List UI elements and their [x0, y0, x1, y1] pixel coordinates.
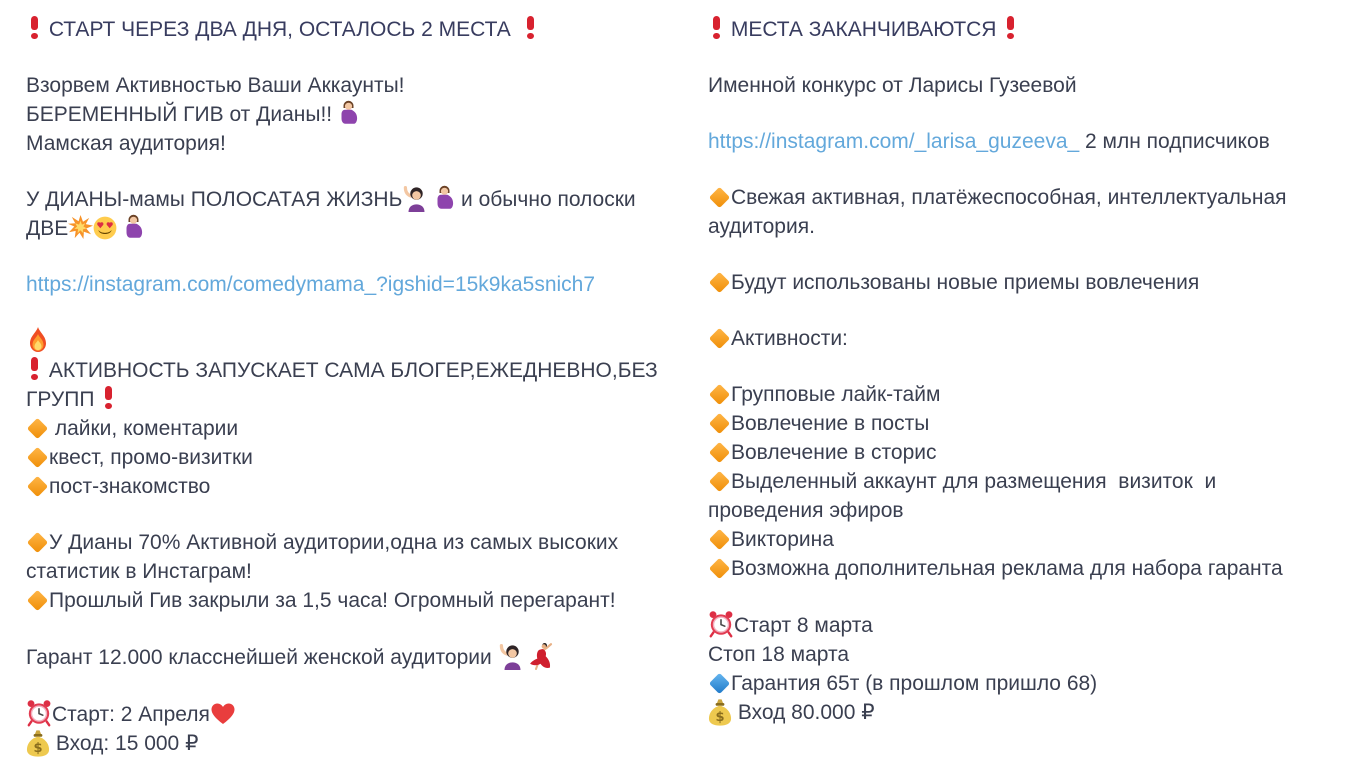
text-run: МЕСТА ЗАКАНЧИВАЮТСЯ: [725, 18, 1003, 41]
paragraph: [26, 270, 682, 299]
paragraph: [708, 324, 1364, 353]
paragraph: [708, 71, 1364, 100]
text-run: БЕРЕМЕННЫЙ ГИВ от Дианы!!: [26, 103, 338, 126]
pregnant-woman-icon: [338, 100, 359, 127]
text-run: Свежая активная, платёжеспособная, интеллектуальная: [731, 186, 1287, 209]
red-exclamation-icon: [524, 16, 537, 39]
text-run: Вовлечение в сторис: [731, 441, 937, 464]
text-run: Гарантия 65т (в прошлом пришло 68): [731, 672, 1098, 695]
paragraph: [708, 183, 1364, 241]
red-heart-icon: [210, 702, 236, 726]
text-line: [26, 71, 682, 100]
paragraph: [708, 610, 1364, 727]
paragraph: [708, 127, 1364, 156]
text-line: [26, 185, 682, 214]
orange-diamond-icon: [708, 470, 731, 493]
text-line: [708, 71, 1364, 100]
woman-raising-hand-icon: [402, 185, 428, 212]
post-right: [708, 15, 1364, 727]
orange-diamond-icon: [26, 417, 49, 440]
text-line: [708, 212, 1364, 241]
svg-text:$: $: [33, 741, 43, 756]
post-title-line: [26, 15, 682, 44]
post-left: [26, 15, 682, 758]
text-line: [26, 472, 682, 501]
orange-diamond-icon: [26, 475, 49, 498]
text-run: аудитория.: [708, 215, 815, 238]
text-line: [708, 409, 1364, 438]
text-run: ДВЕ: [26, 217, 69, 240]
paragraph: [26, 326, 682, 501]
collision-icon: [68, 215, 93, 240]
dancer-icon: [529, 642, 555, 670]
text-line: [26, 729, 682, 758]
orange-diamond-icon: [708, 327, 731, 350]
paragraph: [26, 15, 682, 44]
alarm-clock-icon: [708, 610, 734, 638]
text-line: [26, 214, 682, 243]
text-run: квест, промо-визитки: [49, 446, 253, 469]
text-line: [708, 610, 1364, 640]
text-run: пост-знакомство: [49, 475, 211, 498]
text-line: [708, 183, 1364, 212]
orange-diamond-icon: [26, 531, 49, 554]
text-line: [26, 642, 682, 672]
text-run: Старт: 2 Апреля: [52, 703, 210, 726]
red-exclamation-icon: [710, 16, 723, 39]
text-line: [26, 414, 682, 443]
instagram-link[interactable]: https://instagram.com/comedymama_?igshid=15k9ka5snich7: [26, 273, 596, 296]
pregnant-woman-icon: [123, 214, 144, 241]
pregnant-woman-icon: [434, 185, 455, 212]
orange-diamond-icon: [708, 528, 731, 551]
text-run: и обычно полоски: [455, 188, 636, 211]
post-title-line: [708, 15, 1364, 44]
text-run: лайки, коментарии: [49, 417, 239, 440]
text-run: Вовлечение в посты: [731, 412, 930, 435]
text-line: [708, 438, 1364, 467]
text-line: [26, 586, 682, 615]
orange-diamond-icon: [26, 589, 49, 612]
blue-diamond-icon: [708, 672, 731, 695]
text-line: [26, 528, 682, 557]
money-bag-icon: [708, 698, 732, 726]
paragraph: [26, 699, 682, 758]
text-line: [26, 443, 682, 472]
text-line: [708, 698, 1364, 727]
text-run: У ДИАНЫ-мамы ПОЛОСАТАЯ ЖИЗНЬ: [26, 188, 403, 211]
text-line: [708, 324, 1364, 353]
red-exclamation-icon: [28, 357, 41, 380]
text-run: Выделенный аккаунт для размещения визиток и: [731, 470, 1217, 493]
text-run: Мамская аудитория!: [26, 132, 226, 155]
paragraph: [26, 642, 682, 672]
text-run: Возможна дополнительная реклама для набора гаранта: [731, 557, 1283, 580]
paragraph: [708, 380, 1364, 583]
text-run: Стоп 18 марта: [708, 643, 850, 666]
text-run: У Дианы 70% Активной аудитории,одна из самых высоких: [49, 531, 619, 554]
text-line: [26, 100, 682, 129]
money-bag-icon: [26, 729, 50, 757]
red-exclamation-icon: [1004, 16, 1017, 39]
fire-icon: [26, 326, 50, 353]
paragraph: [26, 71, 682, 158]
text-line: [708, 554, 1364, 583]
text-line: [26, 129, 682, 158]
text-line: [26, 326, 682, 356]
orange-diamond-icon: [708, 412, 731, 435]
text-line: [708, 268, 1364, 297]
paragraph: [708, 15, 1364, 44]
text-run: ГРУПП: [26, 388, 101, 411]
text-run: Групповые лайк-тайм: [731, 383, 941, 406]
woman-raising-hand-icon: [498, 643, 524, 670]
text-line: [708, 640, 1364, 669]
svg-text:$: $: [715, 710, 725, 725]
text-run: Викторина: [731, 528, 834, 551]
orange-diamond-icon: [708, 441, 731, 464]
text-run: статистик в Инстаграм!: [26, 560, 252, 583]
text-line: [26, 270, 682, 299]
text-run: Взорвем Активностью Ваши Аккаунты!: [26, 74, 405, 97]
text-line: [708, 525, 1364, 554]
text-line: [708, 496, 1364, 525]
text-line: [26, 356, 682, 385]
text-run: СТАРТ ЧЕРЕЗ ДВА ДНЯ, ОСТАЛОСЬ 2 МЕСТА: [43, 18, 523, 41]
orange-diamond-icon: [26, 446, 49, 469]
text-line: [708, 669, 1364, 698]
text-run: проведения эфиров: [708, 499, 904, 522]
text-line: [26, 699, 682, 729]
alarm-clock-icon: [26, 699, 52, 727]
orange-diamond-icon: [708, 557, 731, 580]
text-run: АКТИВНОСТЬ ЗАПУСКАЕТ САМА БЛОГЕР,ЕЖЕДНЕВНО,БЕЗ: [43, 359, 658, 382]
paragraph: [708, 268, 1364, 297]
heart-eyes-icon: [93, 216, 117, 240]
text-run: Вход 80.000 ₽: [732, 701, 875, 724]
text-run: 2 млн подписчиков: [1079, 130, 1270, 153]
paragraph: [26, 185, 682, 243]
text-line: [26, 557, 682, 586]
text-line: [708, 380, 1364, 409]
text-run: Активности:: [731, 327, 848, 350]
text-run: Именной конкурс от Ларисы Гузеевой: [708, 74, 1077, 97]
text-run: Прошлый Гив закрыли за 1,5 часа! Огромный перегарант!: [49, 589, 616, 612]
text-run: Старт 8 марта: [734, 614, 873, 637]
text-line: [708, 467, 1364, 496]
instagram-link[interactable]: https://instagram.com/_larisa_guzeeva_: [708, 130, 1080, 153]
orange-diamond-icon: [708, 271, 731, 294]
text-line: [708, 127, 1364, 156]
text-run: Будут использованы новые приемы вовлечения: [731, 271, 1200, 294]
text-line: [26, 385, 682, 414]
orange-diamond-icon: [708, 186, 731, 209]
red-exclamation-icon: [28, 16, 41, 39]
text-run: Вход: 15 000 ₽: [50, 732, 199, 755]
red-exclamation-icon: [102, 386, 115, 409]
paragraph: [26, 528, 682, 615]
text-run: Гарант 12.000 класснейшей женской аудитории: [26, 646, 498, 669]
orange-diamond-icon: [708, 383, 731, 406]
